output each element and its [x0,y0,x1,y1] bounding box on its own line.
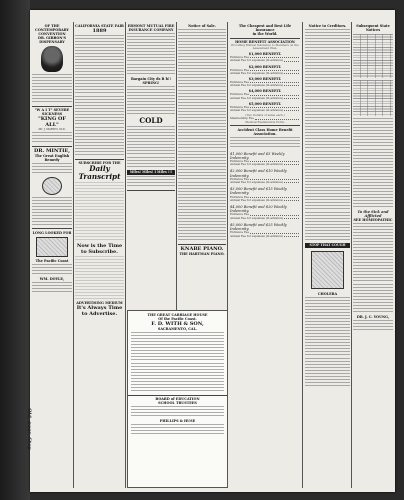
bulletin-banner: Miles! Miles! I Miles !!! [127,170,175,175]
sick-afflicted: To the Sick and Afflicted [357,210,389,219]
dr-young: DR. J. C. YOUNG, [356,315,390,320]
entrance-label: Entrance Fee [230,212,249,217]
annual-label: Annual Fee for expenses (in advance) [230,58,284,63]
board-of-education: BOARD of EDUCATION [155,396,200,401]
text-block [178,29,226,89]
king-of-all: "KING OF ALL" [38,115,66,128]
insurance-title: ERMONT MUTUAL FIRE INSURANCE COMPANY [127,24,175,32]
column-rule [73,22,74,488]
plan-text: Assessment Plan. [252,46,278,50]
wait-ad: "W A I T" SEVERE SICKNESS [34,107,70,116]
state-fair-title: CALIFORNIA STATE FAIR [75,24,124,28]
stop-cough-banner: STOP THAT COUGH [305,243,350,248]
weekly-1: $1,000 Benefit and $5 Weekly Indemnity. [230,151,285,160]
carriage-subtitle: Of the Pacific Coast. [158,317,197,321]
knabe-piano: KNABE PIANO. [180,245,224,252]
col1-heading: OF THE CONTEMPORARY CONVENTION [35,24,69,36]
weekly-5: $5,000 Benefit and $25 Weekly Indemnity. [230,222,287,232]
text-block [127,126,175,156]
column-6 [305,24,350,486]
column-1 [32,24,72,486]
text-block [75,127,124,157]
text-block [127,157,175,169]
column-rule [125,22,126,488]
annual-label: Annual Fee for expenses (in advance) [230,70,284,75]
now-is-the-time: Now is the Time [76,242,123,249]
benefit-1: $1,000 BENEFIT. [248,52,282,57]
entrance-label: Entrance Fee [230,92,249,97]
text-block [131,424,224,436]
dwight-son: F. D. WITH & SON, [151,321,204,327]
text-block [305,29,350,89]
text-block [75,35,124,95]
text-block [75,182,124,242]
text-block [353,118,393,148]
entrance-label: Entrance Fee [230,230,249,235]
annual-label: Annual Fee for expenses (in advance) [230,162,284,167]
annual-label: Annual Fee for expenses (in advance) [230,215,284,220]
annual-label: Annual Fee for expenses (in advance) [230,197,284,202]
text-block [131,332,224,362]
text-block [178,151,226,181]
dispensary-title: DR. GIBBON'S DISPENSARY [38,36,66,44]
cheapest-title: The Cheapest and Best Life Insurance [238,24,292,32]
newspaper-page [26,10,395,492]
weekly-4: $4,000 Benefit and $20 Weekly Indemnity. [230,205,287,214]
text-block [353,320,393,332]
state-fair-year: 1889 [92,28,107,34]
text-block [32,197,72,227]
text-block [32,282,72,294]
text-block [178,182,226,242]
association-name: HOME BENEFIT ASSOCIATION [235,39,295,44]
text-block [127,33,175,63]
benefit-4: $4,000 BENEFIT. [248,89,282,94]
providing-text: Providing Mutual Insurance to Members on the [231,42,299,47]
text-block [230,137,300,149]
price-table [353,34,393,78]
vertical-ad-text: Old, poor, Stop [26,408,32,450]
pacific-coast: The Pacific Coast [35,258,69,263]
medical-note: Medical Examination Extra. [245,119,285,124]
text-block [32,163,72,175]
text-block [305,151,350,211]
text-block [131,406,224,418]
text-block [305,358,350,388]
text-block [305,212,350,242]
carriage-ad [127,310,228,488]
column-5 [230,24,300,486]
entrance-label: Entrance Fee [230,159,249,164]
text-block [305,90,350,150]
annual-label: Annual Fee for expenses (in advance) [230,95,284,100]
to-subscribe: to Subscribe. [81,248,118,255]
text-block [353,284,393,314]
two-dollars-note: (Two Dollars of same each.) [245,113,285,118]
price-table [353,80,393,116]
text-block [127,86,175,116]
annual-label: Annual Fee for expenses (in advance) [230,83,284,88]
bargain-heading: Bargain City ds B b!! [131,77,171,81]
column-rule [351,22,352,488]
notice-of-sale: Notice of Sale. [188,24,216,28]
engraving [36,237,68,257]
cheapest-subtitle: in the World. [252,32,278,36]
text-block [75,96,124,126]
annual-label: Annual Fee for expenses (in advance) [230,108,284,113]
text-block [353,149,393,209]
homeopathic: SEE HOMEOPATHIC [353,218,393,223]
sacramento: SACRAMENTO, CAL. [157,327,198,331]
weekly-3: $3,000 Benefit and $15 Weekly Indemnity. [230,187,287,196]
english-remedy: The Great English Remedy [34,153,70,162]
column-2 [75,24,124,486]
doctor-mintie: DR. MINTIE, [33,147,71,154]
text-block [32,132,72,144]
benefit-5: $5,000 BENEFIT. [248,101,282,106]
text-block [178,90,226,150]
seal-illustration [42,177,62,195]
text-block [127,176,175,188]
school-trustees: SCHOOL TRUSTEES [158,400,197,405]
creditors-notice: Notice to Creditors. [308,24,347,28]
entrance-label: Entrance Fee [230,176,249,181]
text-block [32,264,72,276]
column-rule [302,22,303,488]
cholera-heading: CHOLERA [317,292,338,297]
benefit-2: $2,000 BENEFIT. [248,64,282,69]
text-block [75,256,124,300]
benefit-3: $3,000 BENEFIT. [248,77,282,82]
entrance-label: Entrance Fee [230,104,249,109]
entrance-label: Entrance Fee [230,194,249,199]
subscribe-heading: SUBSCRIBE FOR THE [78,160,121,165]
annual-label: Annual Fee for expenses (in advance) [230,233,284,238]
text-block [131,363,224,393]
doctor-portrait [41,46,63,72]
text-block [32,74,72,104]
daily-transcript: Daily Transcript [78,163,121,181]
advertising-medium: ADVERTISING MEDIUM [76,300,123,305]
entrance-label: Entrance Fee [230,67,249,72]
always-time: It's Always Time [76,304,123,311]
long-looked-for: LONG LOOKED FOR [32,230,72,235]
spring-heading: SPRING! [142,81,160,85]
text-block [353,223,393,283]
accident-class: Accident Class Home Benefit Association. [237,127,293,136]
entrance-label: Entrance Fee [230,80,249,85]
cold-heading: COLD [139,116,163,125]
to-advertise: to Advertise. [81,310,118,317]
text-block [305,297,350,357]
entrance-label: Entrance Fee [230,55,249,60]
cough-illustration [311,251,344,289]
phillips-huse: PHILLIPS & HUSE [159,418,196,423]
text-block [127,64,175,76]
column-7 [353,24,393,486]
martin-name: Mr. J. MARTIN, M.D. [38,127,66,131]
state-notices: Subsequent State Notices [356,24,390,32]
carriage-title: THE GREAT CARRIAGE HOUSE [147,313,208,317]
hartman-piano: THE HARTMAN PIANO. [179,251,225,256]
membership-label: Membership Fee [230,116,254,121]
wm-doyle: WM. DOYLE, [39,276,65,281]
annual-label: Annual Fee for expenses (in advance) [230,180,284,185]
weekly-2: $2,000 Benefit and $10 Weekly Indemnity. [230,169,287,178]
